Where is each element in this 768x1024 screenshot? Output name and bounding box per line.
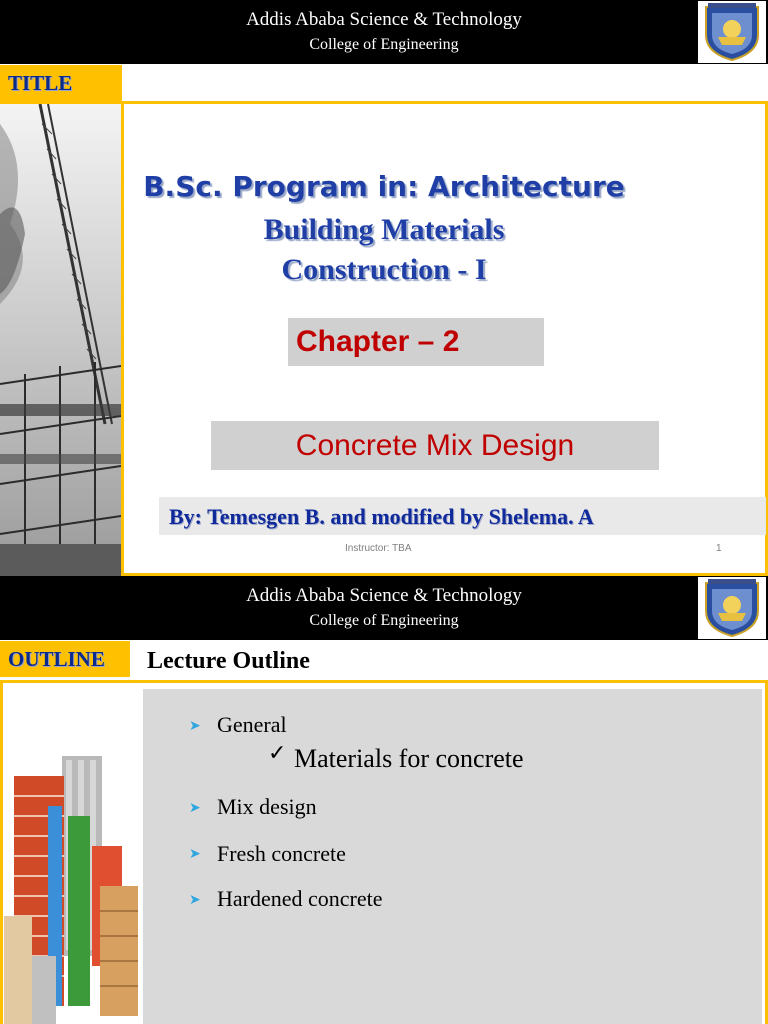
- outline-bullet-mix-design: Mix design: [217, 794, 317, 819]
- arrow-right-icon: ➤: [189, 718, 201, 734]
- university-logo: [698, 1, 766, 63]
- author-credit: By: Temesgen B. and modified by Shelema. A: [159, 497, 766, 535]
- college-name: College of Engineering: [309, 36, 459, 53]
- frame-top-line: [0, 680, 768, 683]
- outline-sub-bullet: Materials for concrete: [294, 744, 524, 773]
- outline-heading: Lecture Outline: [147, 648, 310, 674]
- university-logo: [698, 577, 766, 639]
- checkmark-icon: ✓: [268, 741, 287, 766]
- footer-instructor: Instructor: TBA: [345, 543, 412, 554]
- frame-left-line: [0, 680, 3, 1024]
- chapter-label: Chapter – 2: [288, 318, 544, 366]
- section-tag-title: TITLE: [0, 65, 122, 101]
- header-bar: [0, 0, 768, 64]
- program-title: B.Sc. Program in: Architecture: [143, 170, 625, 203]
- arrow-right-icon: ➤: [189, 846, 201, 862]
- construction-crane-photo: [0, 104, 121, 576]
- header-bar: [0, 576, 768, 640]
- course-title-line1: Building Materials: [263, 213, 505, 246]
- outline-bullet-hardened-concrete: Hardened concrete: [217, 886, 383, 911]
- outline-bullet-general: General: [217, 712, 287, 737]
- section-tag-outline: OUTLINE: [0, 641, 130, 677]
- building-materials-image: [4, 736, 140, 1024]
- institution-name: Addis Ababa Science & Technology: [246, 585, 522, 606]
- arrow-right-icon: ➤: [189, 892, 201, 908]
- college-name: College of Engineering: [309, 612, 459, 629]
- arrow-right-icon: ➤: [189, 800, 201, 816]
- chapter-topic: Concrete Mix Design: [211, 421, 659, 470]
- slide-number: 1: [716, 543, 722, 554]
- outline-bullet-fresh-concrete: Fresh concrete: [217, 841, 346, 866]
- outline-slide: [0, 576, 768, 1024]
- institution-name: Addis Ababa Science & Technology: [246, 9, 522, 30]
- course-title-line2: Construction - I: [281, 253, 487, 286]
